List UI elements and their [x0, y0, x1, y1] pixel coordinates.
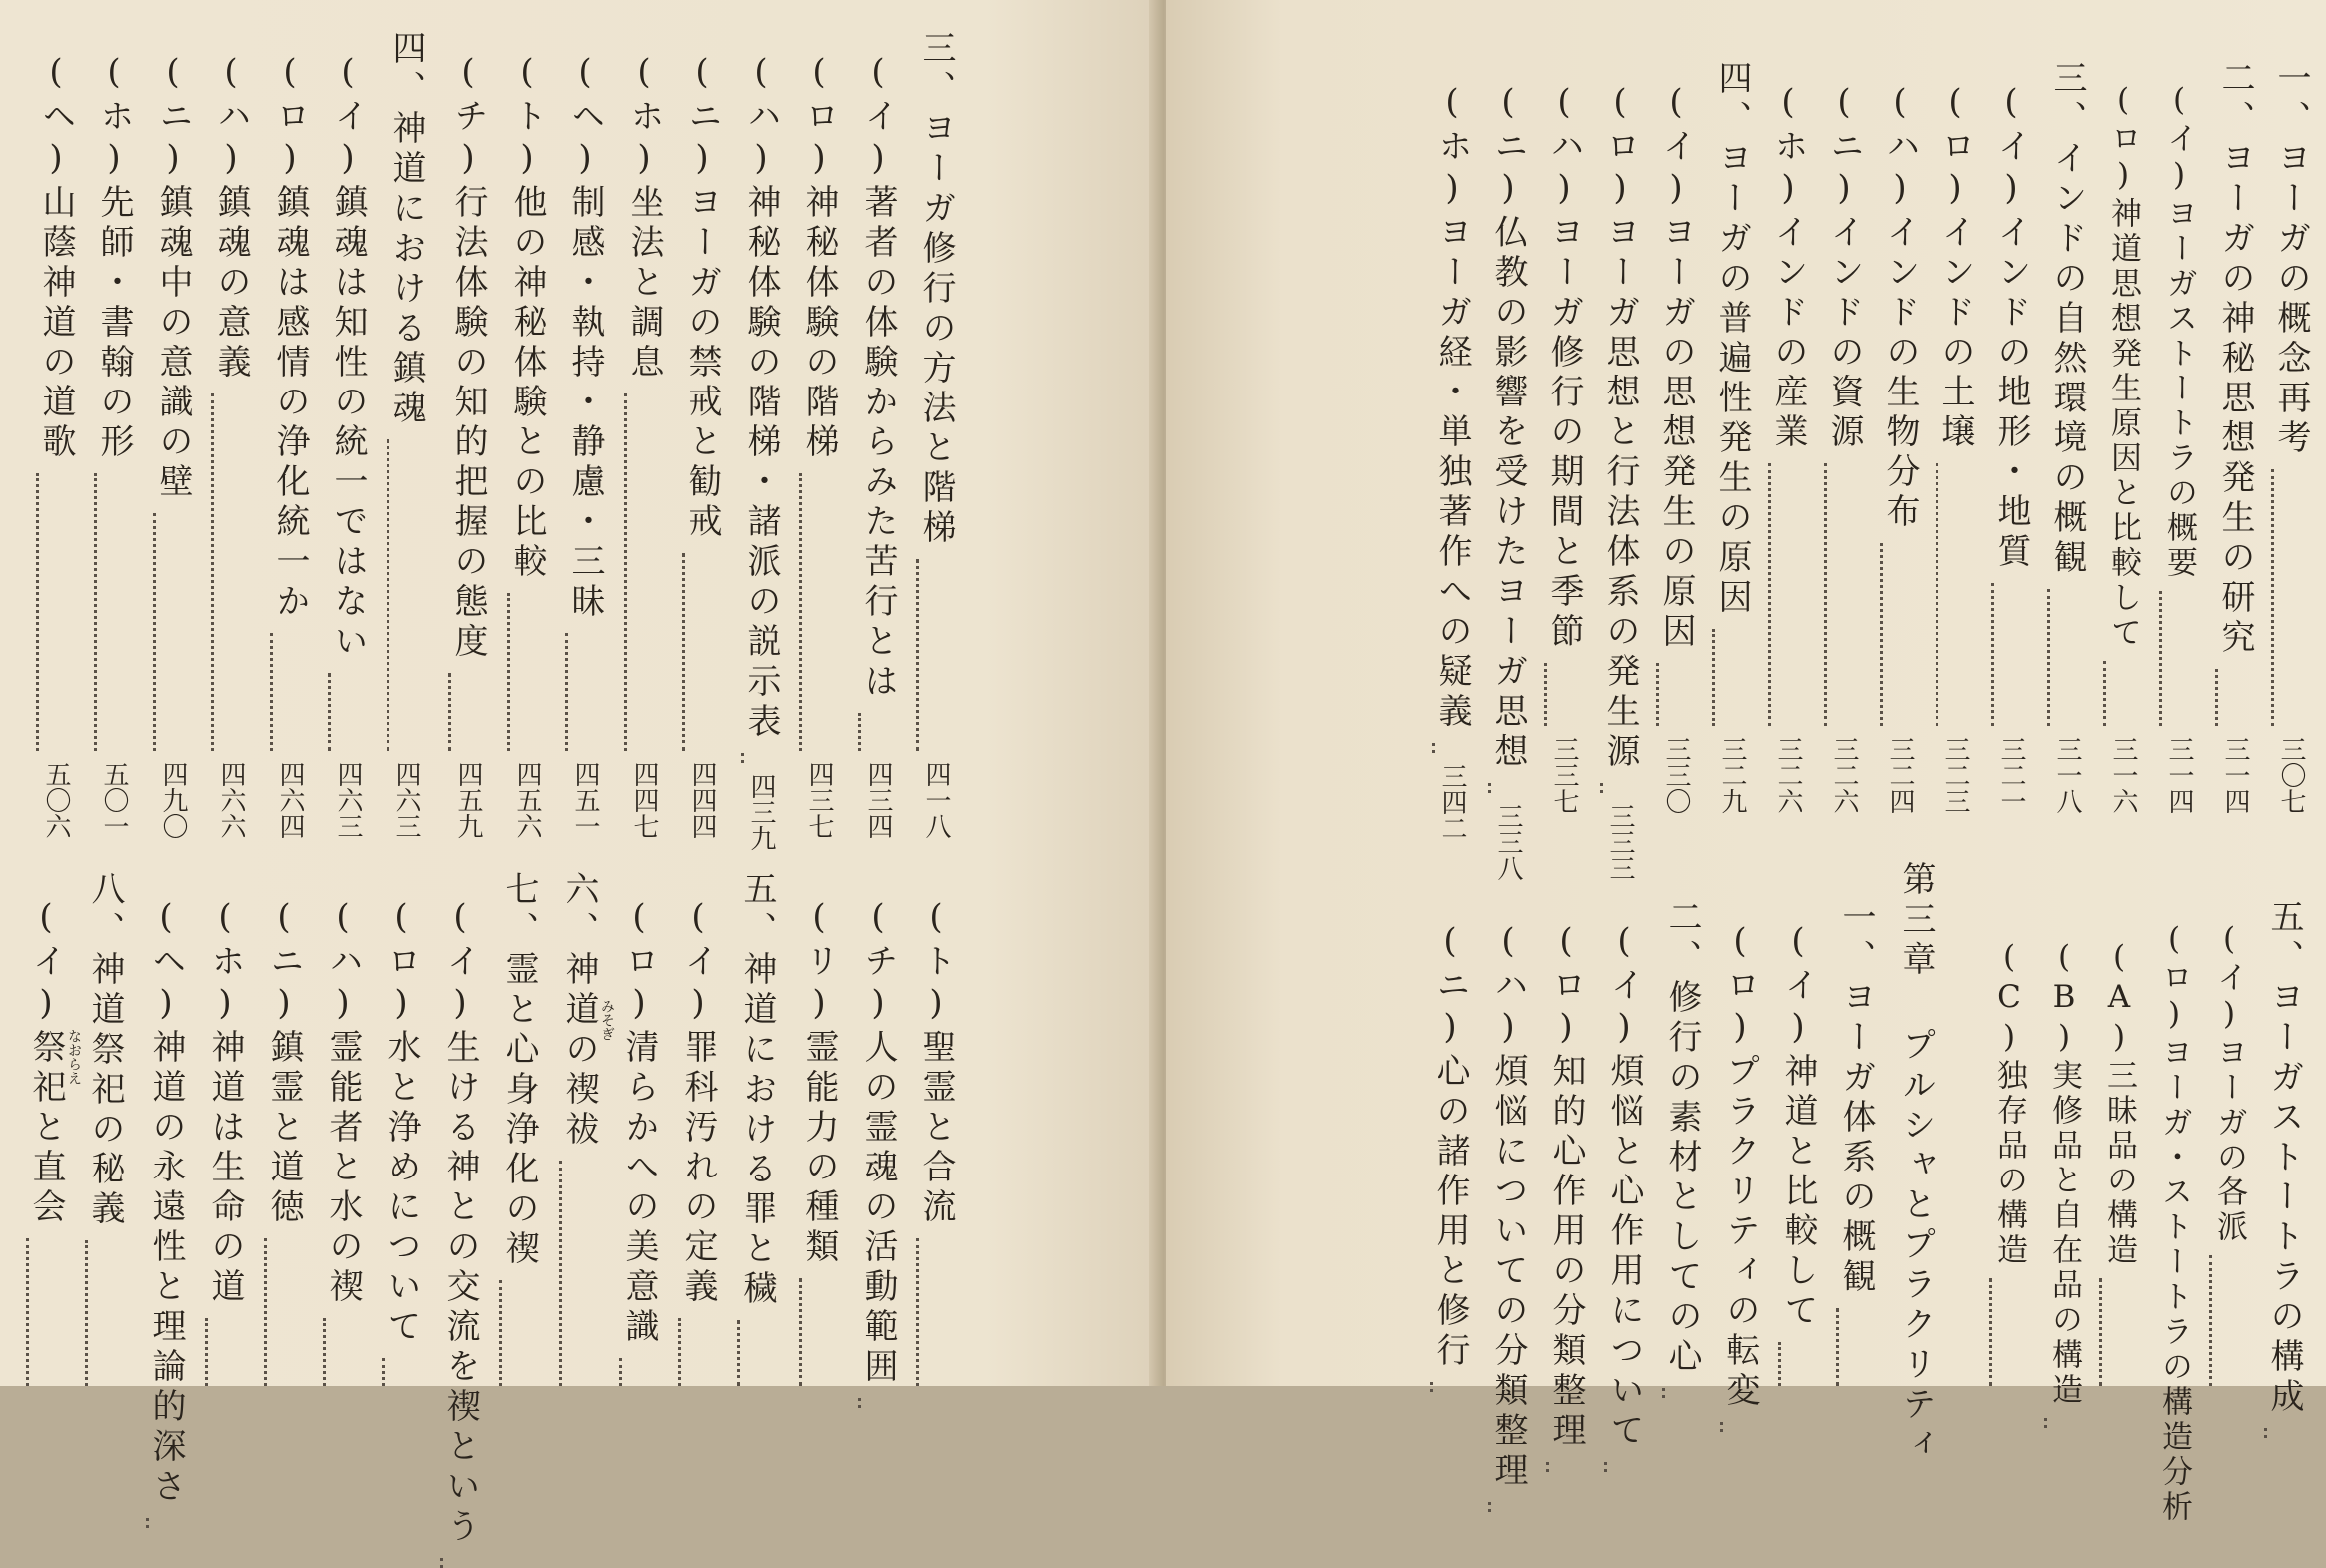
- dot-leader: [1546, 1462, 1568, 1472]
- toc-entry: 六、神道の禊祓: [559, 871, 599, 1386]
- page-number: 三二九: [1717, 736, 1747, 814]
- toc-entry: 一、ヨーガ体系の概観: [1836, 899, 1876, 1386]
- dot-leader: [26, 1238, 48, 1386]
- dot-leader: [2044, 1418, 2066, 1428]
- toc-entry: (イ)鎮魂は知性の統一ではない 四六三: [328, 52, 368, 839]
- toc-entry: (イ)ヨーガの各派: [2209, 921, 2249, 1386]
- toc-entry: (ニ)鎮霊と道徳: [264, 897, 304, 1386]
- toc-entry: 二、ヨーガの神秘思想発生の研究 三一四: [2215, 60, 2255, 814]
- toc-entry: (ハ)霊能者と水の禊: [323, 897, 363, 1386]
- page-number: 三三〇: [1661, 736, 1691, 814]
- toc-entry: (イ)煩悩と心作用について: [1604, 921, 1644, 1386]
- dot-leader: [323, 1318, 345, 1386]
- dot-leader: [1600, 783, 1622, 793]
- dot-leader: [1991, 583, 2013, 726]
- chapter-heading: 第三章 プルシャとプラクリティ: [1896, 861, 1936, 1466]
- page-number: 三二三: [1940, 736, 1970, 814]
- page-number: 三三八: [1493, 803, 1523, 881]
- dot-leader: [387, 439, 408, 751]
- dot-leader: [153, 513, 175, 751]
- page-number: 三一六: [2108, 736, 2138, 814]
- page-number: 三二六: [1773, 736, 1803, 814]
- ruby-reading: みそぎ: [599, 999, 615, 1041]
- page-number: 四六四: [275, 761, 305, 839]
- dot-leader: [741, 753, 763, 763]
- page-number: 五〇一: [99, 761, 129, 839]
- dot-leader: [499, 1280, 521, 1386]
- dot-leader: [1544, 663, 1566, 726]
- toc-entry: (ロ)神道思想発生原因と比較して 三一六: [2105, 82, 2141, 814]
- toc-entry: (チ)人の霊魂の活動範囲: [858, 897, 898, 1386]
- toc-entry: (ハ)鎮魂の意義 四六六: [211, 52, 251, 839]
- toc-entry: (イ)著者の体験からみた苦行とは 四三四: [858, 52, 898, 839]
- page-number: 三二四: [1885, 736, 1915, 814]
- toc-entry: (ロ)水と浄めについて: [382, 897, 421, 1386]
- toc-entry: 三、インドの自然環境の概観 三一八: [2047, 60, 2087, 814]
- page-number: 四六三: [391, 761, 421, 839]
- dot-leader: [1488, 783, 1510, 793]
- dot-leader: [1824, 463, 1846, 726]
- page-number: 三二六: [1829, 736, 1859, 814]
- toc-entry: (ニ)ヨーガの禁戒と勧戒 四四四: [682, 52, 722, 839]
- page-number: 五〇六: [41, 761, 71, 839]
- dot-leader: [916, 1238, 938, 1386]
- page-number: 三一八: [2052, 736, 2082, 814]
- toc-entry: 一、ヨーガの概念再考 三〇七: [2271, 60, 2311, 814]
- dot-leader: [270, 633, 292, 751]
- toc-entry: (A)三昧品の構造: [2099, 939, 2139, 1386]
- dot-leader: [2103, 661, 2125, 726]
- dot-leader: [2271, 469, 2293, 726]
- toc-entry: 八、神道祭祀の秘義: [85, 871, 125, 1386]
- page-number: 三三七: [1549, 736, 1579, 814]
- ruby-reading: なおらえ: [66, 1029, 82, 1085]
- page-number: 三三三: [1605, 803, 1635, 881]
- page-number: 四三九: [746, 773, 776, 851]
- toc-entry: (ロ)ヨーガ・ストートラの構造分析: [2156, 921, 2192, 1525]
- dot-leader: [1604, 1462, 1626, 1472]
- dot-leader: [146, 1518, 168, 1528]
- dot-leader: [1488, 1502, 1510, 1512]
- toc-entry: 七、霊と心身浄化の禊: [499, 871, 539, 1386]
- dot-leader: [1778, 1342, 1800, 1386]
- toc-entry: (ホ)先師・書翰の形 五〇一: [94, 52, 134, 839]
- toc-entry: (C)独存品の構造: [1989, 939, 2029, 1386]
- page-number: 三一四: [2220, 736, 2250, 814]
- toc-entry: (イ)ヨーガストートラの概要 三一四: [2161, 82, 2197, 814]
- dot-leader: [737, 1320, 759, 1386]
- dot-leader: [85, 1240, 107, 1386]
- dot-leader: [2215, 669, 2237, 726]
- page-number: 三〇七: [2276, 736, 2306, 814]
- toc-entry: (ヘ)制感・執持・静慮・三昧 四五一: [565, 52, 605, 839]
- toc-entry: (リ)霊能力の種類: [799, 897, 839, 1386]
- dot-leader: [1989, 1278, 2011, 1386]
- dot-leader: [1712, 629, 1734, 726]
- toc-entry: 五、ヨーガストートラの構成: [2264, 899, 2304, 1386]
- toc-entry: (ロ)神秘体験の階梯 四三七: [799, 52, 839, 839]
- toc-entry: (ロ)ヨーガ思想と行法体系の発生源 三三三: [1600, 82, 1640, 881]
- page-number: 三一四: [2164, 736, 2194, 814]
- dot-leader: [799, 1278, 821, 1386]
- toc-entry: 三、ヨーガ修行の方法と階梯 四一八: [916, 30, 956, 839]
- page-number: 四六六: [216, 761, 246, 839]
- dot-leader: [205, 1318, 227, 1386]
- dot-leader: [565, 633, 587, 751]
- toc-entry: (イ)祭祀と直会: [26, 897, 66, 1386]
- toc-entry: (ヘ)神道の永遠性と理論的深さ: [146, 897, 186, 1386]
- toc-entry: (ホ)坐法と調息 四四七: [624, 52, 664, 839]
- toc-entry: (ロ)インドの土壌 三二三: [1936, 82, 1975, 814]
- toc-entry: (イ)インドの地形・地質 三二一: [1991, 82, 2031, 814]
- dot-leader: [1656, 663, 1678, 726]
- dot-leader: [2264, 1428, 2286, 1438]
- toc-entry: (イ)神道と比較して: [1778, 921, 1818, 1386]
- toc-entry: 五、神道における罪と穢: [737, 871, 777, 1386]
- page-number: 四六三: [333, 761, 363, 839]
- toc-entry: (イ)ヨーガの思想発生の原因 三三〇: [1656, 82, 1696, 814]
- page-number: 四一八: [921, 761, 951, 839]
- toc-entry: (ロ)清らかへの美意識: [619, 897, 659, 1386]
- toc-entry: (ハ)煩悩についての分類整理: [1488, 921, 1528, 1386]
- toc-entry: (ト)他の神秘体験との比較 四五六: [507, 52, 547, 839]
- toc-entry: (ヘ)山蔭神道の道歌 五〇六: [36, 52, 76, 839]
- dot-leader: [1720, 1422, 1742, 1432]
- left-page: [0, 0, 1159, 1548]
- toc-entry: (ニ)インドの資源 三二六: [1824, 82, 1864, 814]
- toc-entry: (ホ)ヨーガ経・単独著作への疑義 三四二: [1432, 82, 1472, 841]
- toc-entry: (ハ)神秘体験の階梯・諸派の説示表 四三九: [741, 52, 781, 851]
- toc-entry: (ト)聖霊と合流: [916, 897, 956, 1386]
- toc-entry: (B)実修品と自在品の構造: [2044, 939, 2084, 1386]
- dot-leader: [328, 673, 350, 751]
- dot-leader: [2099, 1278, 2121, 1386]
- page-number: 四五九: [453, 761, 483, 839]
- dot-leader: [440, 1558, 462, 1568]
- toc-entry: 四、ヨーガの普遍性発生の原因 三二九: [1712, 60, 1752, 814]
- toc-entry: 二、修行の素材としての心: [1662, 899, 1702, 1386]
- dot-leader: [799, 473, 821, 751]
- dot-leader: [619, 1358, 641, 1386]
- dot-leader: [916, 559, 938, 751]
- toc-entry: (ロ)鎮魂は感情の浄化統一か 四六四: [270, 52, 310, 839]
- dot-leader: [2159, 591, 2181, 726]
- dot-leader: [1836, 1308, 1858, 1386]
- dot-leader: [1662, 1388, 1684, 1398]
- right-page: [1166, 0, 2326, 1525]
- toc-entry: (ニ)鎮魂中の意識の壁 四九〇: [153, 52, 193, 839]
- dot-leader: [559, 1161, 581, 1386]
- dot-leader: [1880, 543, 1902, 726]
- page-number: 四五一: [570, 761, 600, 839]
- dot-leader: [858, 1398, 880, 1408]
- page-number: 四三四: [863, 761, 893, 839]
- dot-leader: [448, 673, 470, 751]
- dot-leader: [624, 393, 646, 751]
- dot-leader: [1430, 1382, 1452, 1392]
- toc-entry: (ホ)神道は生命の道: [205, 897, 245, 1386]
- dot-leader: [264, 1238, 286, 1386]
- dot-leader: [94, 473, 116, 751]
- toc-entry: (ロ)知的心作用の分類整理: [1546, 921, 1586, 1386]
- dot-leader: [507, 593, 529, 751]
- toc-entry: (ハ)ヨーガ修行の期間と季節 三三七: [1544, 82, 1584, 814]
- toc-entry: (ハ)インドの生物分布 三二四: [1880, 82, 1920, 814]
- dot-leader: [1936, 463, 1957, 726]
- page-number: 四四七: [629, 761, 659, 839]
- page-number: 三二一: [1996, 736, 2026, 814]
- page-number: 四四四: [687, 761, 717, 839]
- toc-entry: (チ)行法体験の知的把握の態度 四五九: [448, 52, 488, 839]
- dot-leader: [1768, 463, 1790, 726]
- page-number: 四三七: [804, 761, 834, 839]
- toc-entry: (ロ)プラクリティの転変: [1720, 921, 1760, 1386]
- dot-leader: [678, 1318, 700, 1386]
- toc-entry: (ホ)インドの産業 三二六: [1768, 82, 1808, 814]
- dot-leader: [858, 713, 880, 751]
- dot-leader: [36, 473, 58, 751]
- dot-leader: [1432, 743, 1454, 753]
- toc-entry: (ニ)仏教の影響を受けたヨーガ思想 三三八: [1488, 82, 1528, 881]
- page-number: 四九〇: [158, 761, 188, 839]
- toc-entry: (ニ)心の諸作用と修行: [1430, 921, 1470, 1386]
- dot-leader: [382, 1358, 403, 1386]
- page-number: 三四二: [1437, 763, 1467, 841]
- page-number: 四五六: [512, 761, 542, 839]
- dot-leader: [2047, 589, 2069, 726]
- dot-leader: [682, 553, 704, 751]
- dot-leader: [211, 393, 233, 751]
- toc-entry: (イ)罪科汚れの定義: [678, 897, 718, 1386]
- toc-entry: (イ)生ける神との交流を禊という: [440, 897, 480, 1386]
- toc-entry: 四、神道における鎮魂 四六三: [387, 30, 426, 839]
- dot-leader: [2209, 1255, 2231, 1386]
